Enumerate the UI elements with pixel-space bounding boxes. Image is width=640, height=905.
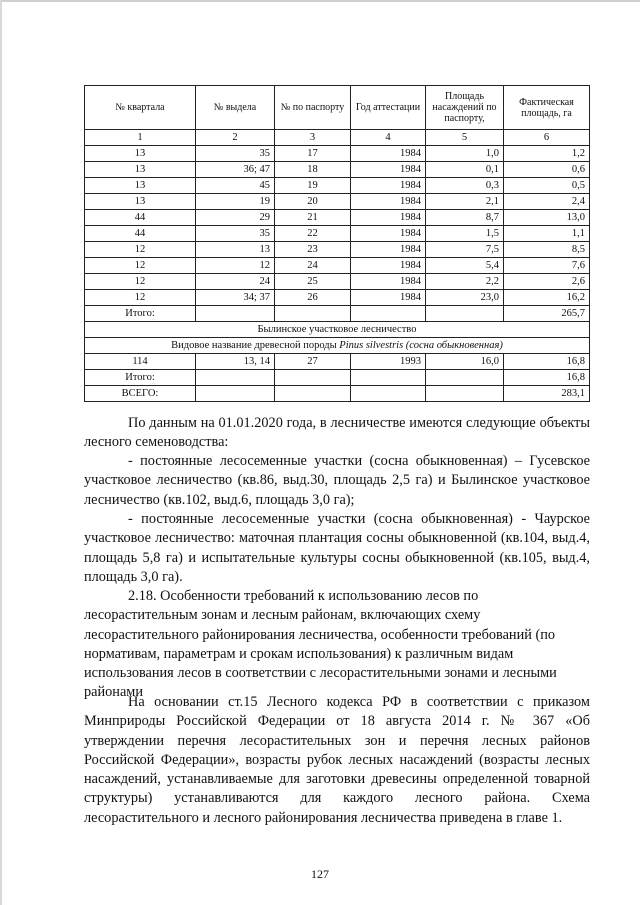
table-row: [85, 178, 590, 194]
cell-passport: 25: [275, 274, 351, 290]
column-number: 6: [504, 130, 590, 146]
column-number-row: [85, 130, 590, 146]
paragraph-forest-code: На основании ст.15 Лесного кодекса РФ в соответствии с приказом Минприроды Российской Федерации от 18 августа 2014 г. № 367 «Об утверждении перечня лесорастительных зон и перечня лесных районов Российской Федерации», возрасты рубок лесных насаждений (возрасты лесных насаждений, устанавливаемые для заготовки древесины определенной товарной структуры) устанавливаются для каждого лесного района. Схема лесорастительного и лесного районирования лесничества приведена в главе 1.: [84, 694, 590, 826]
cell-year: 1984: [351, 258, 426, 274]
cell-actual-area: 8,5: [504, 242, 590, 258]
cell-vydel: 19: [196, 194, 275, 210]
cell-passport: 20: [275, 194, 351, 210]
forestry-title: Былинское участковое лесничество: [85, 322, 590, 338]
cell-passport-area: 1,5: [426, 226, 504, 242]
table-header-row: [85, 86, 590, 130]
table-row: [85, 194, 590, 210]
header-cell: Год аттестации: [351, 86, 426, 130]
column-number: 4: [351, 130, 426, 146]
species-prefix: Видовое название древесной породы: [171, 339, 340, 351]
header-cell: № выдела: [196, 86, 275, 130]
cell-passport: 26: [275, 290, 351, 306]
header-cell: Площадь насаждений по паспорту,: [426, 86, 504, 130]
cell-vydel: 45: [196, 178, 275, 194]
header-cell: № по паспорту: [275, 86, 351, 130]
subtotal-value: 265,7: [504, 306, 590, 322]
cell-vydel: 12: [196, 258, 275, 274]
table-row: [85, 210, 590, 226]
subtotal-row: [85, 370, 590, 386]
cell-quarter: 13: [85, 162, 196, 178]
cell-year: 1984: [351, 178, 426, 194]
cell-actual-area: 13,0: [504, 210, 590, 226]
column-number: 2: [196, 130, 275, 146]
cell-passport-area: 2,2: [426, 274, 504, 290]
header-cell: Фактическая площадь, га: [504, 86, 590, 130]
cell-passport-area: 8,7: [426, 210, 504, 226]
cell-passport-area: 5,4: [426, 258, 504, 274]
cell-year: 1984: [351, 290, 426, 306]
cell-vydel: 36; 47: [196, 162, 275, 178]
cell-passport: 21: [275, 210, 351, 226]
cell-year: 1984: [351, 194, 426, 210]
cell-quarter: 13: [85, 146, 196, 162]
cell-passport-area: 0,1: [426, 162, 504, 178]
cell-vydel: 24: [196, 274, 275, 290]
cell-quarter: 114: [85, 354, 196, 370]
paragraph-gusev-bylino: - постоянные лесосеменные участки (сосна обыкновенная) – Гусевское участковое лесничество (кв.86, выд.30, площадь 2,5 га) и Былинское участковое лесничество (кв.102, выд.6, площадь 3,0 га);: [84, 453, 590, 508]
column-number: 3: [275, 130, 351, 146]
cell-vydel: 29: [196, 210, 275, 226]
forestry-title-row: [85, 322, 590, 338]
cell-actual-area: 16,8: [504, 354, 590, 370]
cell-passport-area: 23,0: [426, 290, 504, 306]
cell-actual-area: 2,4: [504, 194, 590, 210]
grand-total-label: ВСЕГО:: [85, 386, 196, 402]
cell-vydel: 35: [196, 226, 275, 242]
cell-vydel: 34; 37: [196, 290, 275, 306]
cell-quarter: 13: [85, 194, 196, 210]
cell-passport: 24: [275, 258, 351, 274]
cell-quarter: 12: [85, 290, 196, 306]
cell-actual-area: 1,2: [504, 146, 590, 162]
cell-year: 1984: [351, 146, 426, 162]
cell-passport: 22: [275, 226, 351, 242]
subtotal-label: Итого:: [85, 370, 196, 386]
cell-year: 1984: [351, 210, 426, 226]
paragraph-chaur: - постоянные лесосеменные участки (сосна обыкновенная) - Чаурское участковое лесничество: маточная плантация сосны обыкновенной (кв.104, выд.4, площадь 5,8 га) и испытательные культуры сосны обыкновенной (кв.105, выд.4, площадь 3,0 га).: [84, 511, 590, 585]
cell-year: 1984: [351, 242, 426, 258]
cell-quarter: 44: [85, 226, 196, 242]
cell-actual-area: 0,5: [504, 178, 590, 194]
cell-passport: 23: [275, 242, 351, 258]
cell-actual-area: 0,6: [504, 162, 590, 178]
cell-passport: 18: [275, 162, 351, 178]
species-cell: [85, 338, 590, 354]
subtotal-label: Итого:: [85, 306, 196, 322]
paragraph-seed-objects: По данным на 01.01.2020 года, в лесничестве имеются следующие объекты лесного семеноводства:: [84, 415, 590, 451]
cell-actual-area: 16,2: [504, 290, 590, 306]
header-cell: № квартала: [85, 86, 196, 130]
cell-passport: 27: [275, 354, 351, 370]
cell-vydel: 13: [196, 242, 275, 258]
cell-quarter: 12: [85, 258, 196, 274]
cell-year: 1993: [351, 354, 426, 370]
seed-objects-table: [84, 85, 590, 402]
cell-passport-area: 2,1: [426, 194, 504, 210]
page-number: 127: [311, 867, 329, 881]
cell-vydel: 35: [196, 146, 275, 162]
table-row: [85, 290, 590, 306]
cell-passport-area: 0,3: [426, 178, 504, 194]
table-row: [85, 162, 590, 178]
cell-quarter: 13: [85, 178, 196, 194]
cell-actual-area: 1,1: [504, 226, 590, 242]
cell-year: 1984: [351, 162, 426, 178]
table-row: [85, 258, 590, 274]
cell-passport: 17: [275, 146, 351, 162]
page-top-edge: [0, 0, 640, 2]
species-row: [85, 338, 590, 354]
page-left-edge: [0, 0, 2, 905]
cell-quarter: 44: [85, 210, 196, 226]
cell-passport: 19: [275, 178, 351, 194]
cell-actual-area: 7,6: [504, 258, 590, 274]
table-body: [85, 146, 590, 306]
grand-total-row: [85, 386, 590, 402]
table-row: [85, 146, 590, 162]
table-row: [85, 354, 590, 370]
column-number: 5: [426, 130, 504, 146]
cell-passport-area: 7,5: [426, 242, 504, 258]
species-name: Pinus silvestris (сосна обыкновенная): [339, 339, 503, 351]
table-row: [85, 226, 590, 242]
cell-passport-area: 16,0: [426, 354, 504, 370]
cell-passport-area: 1,0: [426, 146, 504, 162]
cell-quarter: 12: [85, 242, 196, 258]
subtotal-value: 16,8: [504, 370, 590, 386]
grand-total-value: 283,1: [504, 386, 590, 402]
column-number: 1: [85, 130, 196, 146]
table-row: [85, 242, 590, 258]
cell-actual-area: 2,6: [504, 274, 590, 290]
table-row: [85, 274, 590, 290]
cell-quarter: 12: [85, 274, 196, 290]
cell-vydel: 13, 14: [196, 354, 275, 370]
section-heading-2-18: 2.18. Особенности требований к использованию лесов по лесорастительным зонам и лесным районам, включающих схему лесорастительного районирования лесничества, особенности требований (по нормативам, параметрам и срокам использования) к различным видам использования лесов в соответствии с лесорастительными зонами и лесными районами: [84, 588, 557, 701]
cell-year: 1984: [351, 274, 426, 290]
cell-year: 1984: [351, 226, 426, 242]
subtotal-row: [85, 306, 590, 322]
